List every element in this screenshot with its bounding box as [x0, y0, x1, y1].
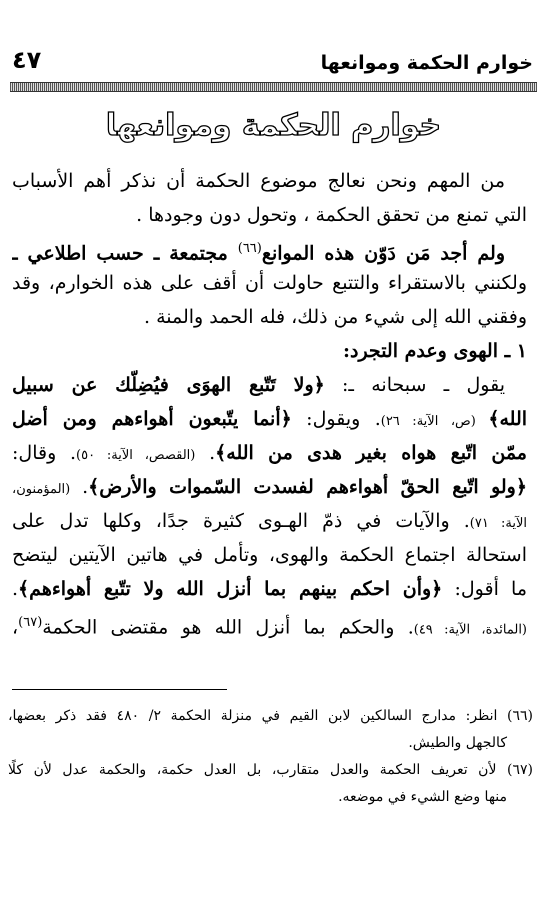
- quran-quote: ممّن اتّبع هواه بغير هدى من الله﴾: [215, 442, 527, 464]
- text-line: التي تمنع من تحقق الحكمة ، وتحول دون وجودها .: [136, 204, 527, 226]
- text-line: [12, 572, 527, 606]
- bold-phrase: ولم أجد مَن دَوّن هذه الموانع: [261, 242, 506, 265]
- chapter-title: خوارم الحكمة وموانعها: [105, 108, 442, 143]
- text-run: ما أقول:: [442, 578, 527, 600]
- citation: (المائدة، الآية: ٤٩): [413, 622, 527, 638]
- text-run: . والحكم بما أنزل الله هو مقتضى الحكمة: [42, 616, 414, 639]
- quran-quote: ﴿أنما يتّبعون أهواءهم ومن أضل: [12, 408, 292, 430]
- text-run: ،: [12, 616, 19, 639]
- page-number: ٤٧: [12, 46, 42, 74]
- text-line: [12, 368, 527, 402]
- running-title: خوارم الحكمة وموانعها: [320, 52, 533, 74]
- text-line: [12, 504, 527, 538]
- text-line: استحالة اجتماع الحكمة والهوى، وتأمل في هاتين الآيتين ليتضح: [12, 544, 527, 566]
- footnote-separator: [12, 689, 227, 690]
- quran-quote: الله﴾: [488, 408, 527, 430]
- bold-phrase: مجتمعة ـ حسب اطلاعي ـ: [12, 242, 238, 265]
- footnote-line: (٦٧) لأن تعريف الحكمة والعدل متقارب، بل العدل حكمة، والحكمة عدل لأن كلًا: [8, 762, 533, 778]
- text-run: . وقال:: [12, 442, 77, 464]
- footnote-ref: (٦٦): [237, 241, 262, 256]
- text-run: .: [70, 476, 89, 498]
- footnote-ref: (٦٧): [18, 615, 43, 630]
- text-line: [12, 232, 527, 266]
- text-line: [12, 606, 527, 640]
- citation: (ص، الآية: ٢٦): [380, 414, 489, 429]
- text-line: وفقني الله إلى شيء من ذلك، فله الحمد والمنة .: [143, 306, 527, 328]
- footnotes: [8, 703, 533, 811]
- text-run: .: [12, 578, 19, 600]
- citation: الآية: ٧١): [469, 516, 527, 531]
- body-text: [12, 164, 527, 640]
- text-line: [12, 470, 527, 504]
- quran-quote: ﴿ولا تَتّبع الهوَى فيُضِلّك عن سبيل: [12, 374, 325, 396]
- footnote-line: منها وضع الشيء في موضعه.: [338, 789, 507, 805]
- citation: (المؤمنون،: [12, 482, 71, 497]
- text-run: . والآيات في ذمّ الهـوى كثيرة جدًا، وكلها تدل على: [12, 510, 470, 532]
- quran-quote: ﴿وأن احكم بينهم بما أنزل الله ولا تتّبع أهواءهم﴾: [18, 578, 443, 600]
- text-line: من المهم ونحن نعالج موضوع الحكمة أن نذكر أهم الأسباب: [12, 170, 505, 192]
- citation: (القصص، الآية: ٥٠): [76, 448, 196, 463]
- footnote-line: كالجهل والطيش.: [408, 735, 507, 751]
- text-run: .: [195, 442, 216, 464]
- text-run: . ويقول:: [291, 408, 381, 430]
- footnote-line: (٦٦) انظر: مدارج السالكين لابن القيم في منزلة الحكمة ٢/ ٤٨٠ فقد ذكر بعضها،: [8, 708, 533, 724]
- page-header: [12, 44, 533, 74]
- text-run: يقول ـ سبحانه ـ:: [324, 374, 505, 396]
- section-heading: ١ ـ الهوى وعدم التجرد:: [342, 340, 527, 362]
- text-line: ولكنني بالاستقراء والتتبع حاولت أن أقف على هذه الخوارم، وقد: [12, 272, 527, 294]
- quran-quote: ﴿ولو اتّبع الحقّ أهواءهم لفسدت السّموات والأرض﴾: [88, 476, 527, 498]
- header-rule: [10, 82, 537, 92]
- text-line: [12, 436, 527, 470]
- text-line: [12, 402, 527, 436]
